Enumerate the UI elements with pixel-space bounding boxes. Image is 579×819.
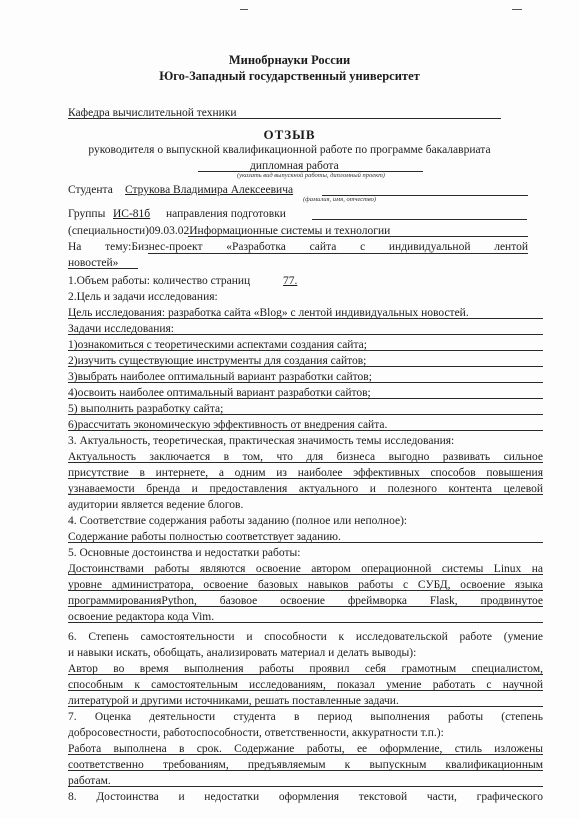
topic-word: лентой: [494, 241, 528, 253]
merits-underline: [68, 574, 543, 575]
group-label: Группы: [68, 208, 106, 220]
task-underline: [68, 382, 543, 383]
tasks-heading: Задачи исследования:: [68, 323, 175, 335]
pages-value: 77.: [283, 275, 298, 287]
student-label: Студента: [68, 184, 113, 196]
student-name: Струкова Владимира Алексеевича: [125, 184, 294, 196]
independence-underline: [68, 690, 543, 691]
document-title: ОТЗЫВ: [263, 127, 316, 142]
topic-word: «Разработка: [226, 241, 286, 253]
independence-line: литературой и другими источниками, решать поставленные задачи.: [68, 695, 399, 707]
independence-underline: [68, 706, 543, 707]
topic-word: с: [360, 241, 366, 253]
topic-word: тему:Бизнес-проект: [105, 241, 203, 253]
topic-line-2: новостей»: [68, 257, 119, 269]
relevance-underline: [68, 494, 543, 495]
evaluation-line: работам.: [68, 775, 111, 787]
independence-heading: 6. Степень самостоятельности и способности к исследовательской работе (умение: [68, 631, 543, 643]
task-underline: [68, 414, 543, 415]
group-underline: [312, 219, 527, 220]
university-title: Юго-Западный государственный университет: [159, 69, 420, 83]
task-item: 2)изучить существующие инструменты для создания сайтов;: [68, 355, 367, 367]
task-item: 1)ознакомиться с теоретическими аспектами создания сайта;: [68, 339, 367, 351]
formatting-heading: 8. Достоинства и недостатки оформления текстовой части, графического: [68, 791, 543, 803]
task-item: 4)освоить наиболее оптимальный вариант разработки сайтов;: [68, 387, 371, 399]
relevance-line: Актуальность заключается в том, что для бизнеса выгодно развивать сильное: [68, 451, 543, 463]
relevance-line: узнаваемости бренда и предоставления актуального и полезного контента целевой: [68, 483, 543, 495]
task-underline: [68, 398, 543, 399]
topic-underline: [148, 253, 528, 254]
goal-underline: [68, 318, 543, 319]
tasks-underline: [68, 334, 543, 335]
scan-speck: [512, 9, 522, 10]
scan-speck: [240, 9, 248, 10]
evaluation-line: соответственно требованиям, предъявляемым к выпускным квалификационным: [68, 759, 543, 771]
relevance-underline: [68, 462, 543, 463]
merits-line: уровне администратора, освоение базовых навыков работы с СУБД, освоение языка: [68, 579, 543, 591]
specialty-underline: [188, 236, 528, 237]
work-type: дипломная работа: [250, 160, 339, 172]
student-note: (фамилия, имя, отчество): [303, 196, 377, 203]
topic-word: индивидуальной: [388, 241, 471, 253]
merits-line: программированияPython, базовое освоение фреймворка Flask, продвинутое: [68, 595, 543, 607]
relevance-line: аудитории является ведение блогов.: [68, 499, 244, 511]
document-subtitle: руководителя о выпускной квалификационной работе по программе бакалавриата: [88, 144, 491, 156]
specialty-line: (специальности)09.03.02Информационные системы и технологии: [68, 225, 391, 237]
goal-text: Цель исследования: разработка сайта «Blog» с лентой индивидуальных новостей.: [68, 307, 469, 319]
topic-word: На: [68, 241, 82, 253]
work-type-note: (указать вид выпускной работы, дипломный проект): [237, 172, 385, 179]
task-item: 3)выбрать наиболее оптимальный вариант разработки сайтов;: [68, 371, 372, 383]
merits-heading: 5. Основные достоинства и недостатки работы:: [68, 547, 301, 559]
topic-line: [68, 240, 528, 254]
department-label: Кафедра вычислительной техники: [68, 107, 237, 119]
conformity-underline: [68, 542, 543, 543]
evaluation-heading: добросовестности, работоспособности, ответственности, аккуратности т.п.):: [68, 727, 444, 739]
task-item: 5) выполнить разработку сайта;: [68, 403, 224, 415]
relevance-heading: 3. Актуальность, теоретическая, практическая значимость темы исследования:: [68, 435, 455, 447]
relevance-underline: [68, 478, 543, 479]
task-underline: [68, 350, 543, 351]
evaluation-line: Работа выполнена в срок. Содержание работы, ее оформление, стиль изложены: [68, 743, 543, 755]
independence-heading: и навыки искать, обобщать, анализировать материал и делать выводы):: [68, 647, 417, 659]
task-item: 6)рассчитать экономическую эффективность от внедрения сайта.: [68, 419, 388, 431]
evaluation-underline: [68, 786, 543, 787]
merits-line: освоение редактора кода Vim.: [68, 611, 215, 623]
pages-label: 1.Объем работы: количество страниц: [68, 275, 251, 287]
independence-line: Автор во время выполнения работы проявил себя грамотным специалистом,: [68, 663, 543, 675]
merits-underline: [68, 590, 543, 591]
direction-label: направления подготовки: [166, 208, 286, 220]
goal-heading: 2.Цель и задачи исследования:: [68, 291, 218, 303]
conformity-heading: 4. Соответствие содержания работы заданию (полное или неполное):: [68, 515, 408, 527]
merits-underline: [68, 606, 543, 607]
ministry-title: Минобрнауки России: [228, 53, 351, 67]
evaluation-underline: [68, 770, 543, 771]
relevance-line: присутствие в интернете, а одним из наиболее эффективных способов повышения: [68, 467, 543, 479]
group-value: ИС-81б: [113, 208, 151, 220]
department-underline: [68, 118, 501, 119]
task-underline: [68, 366, 543, 367]
independence-line: способным к самостоятельным исследованиям, показал умение работать с научной: [68, 679, 543, 691]
topic-word: сайта: [309, 241, 337, 253]
merits-underline: [68, 622, 543, 623]
evaluation-heading: 7. Оценка деятельности студента в период выполнения работы (степень: [68, 711, 543, 723]
merits-line: Достоинствами работы являются освоение автором операционной системы Linux на: [68, 563, 543, 575]
task-underline: [68, 430, 543, 431]
topic-underline-2: [68, 268, 138, 269]
evaluation-underline: [68, 754, 543, 755]
independence-underline: [68, 674, 543, 675]
conformity-text: Содержание работы полностью соответствует заданию.: [68, 531, 341, 543]
